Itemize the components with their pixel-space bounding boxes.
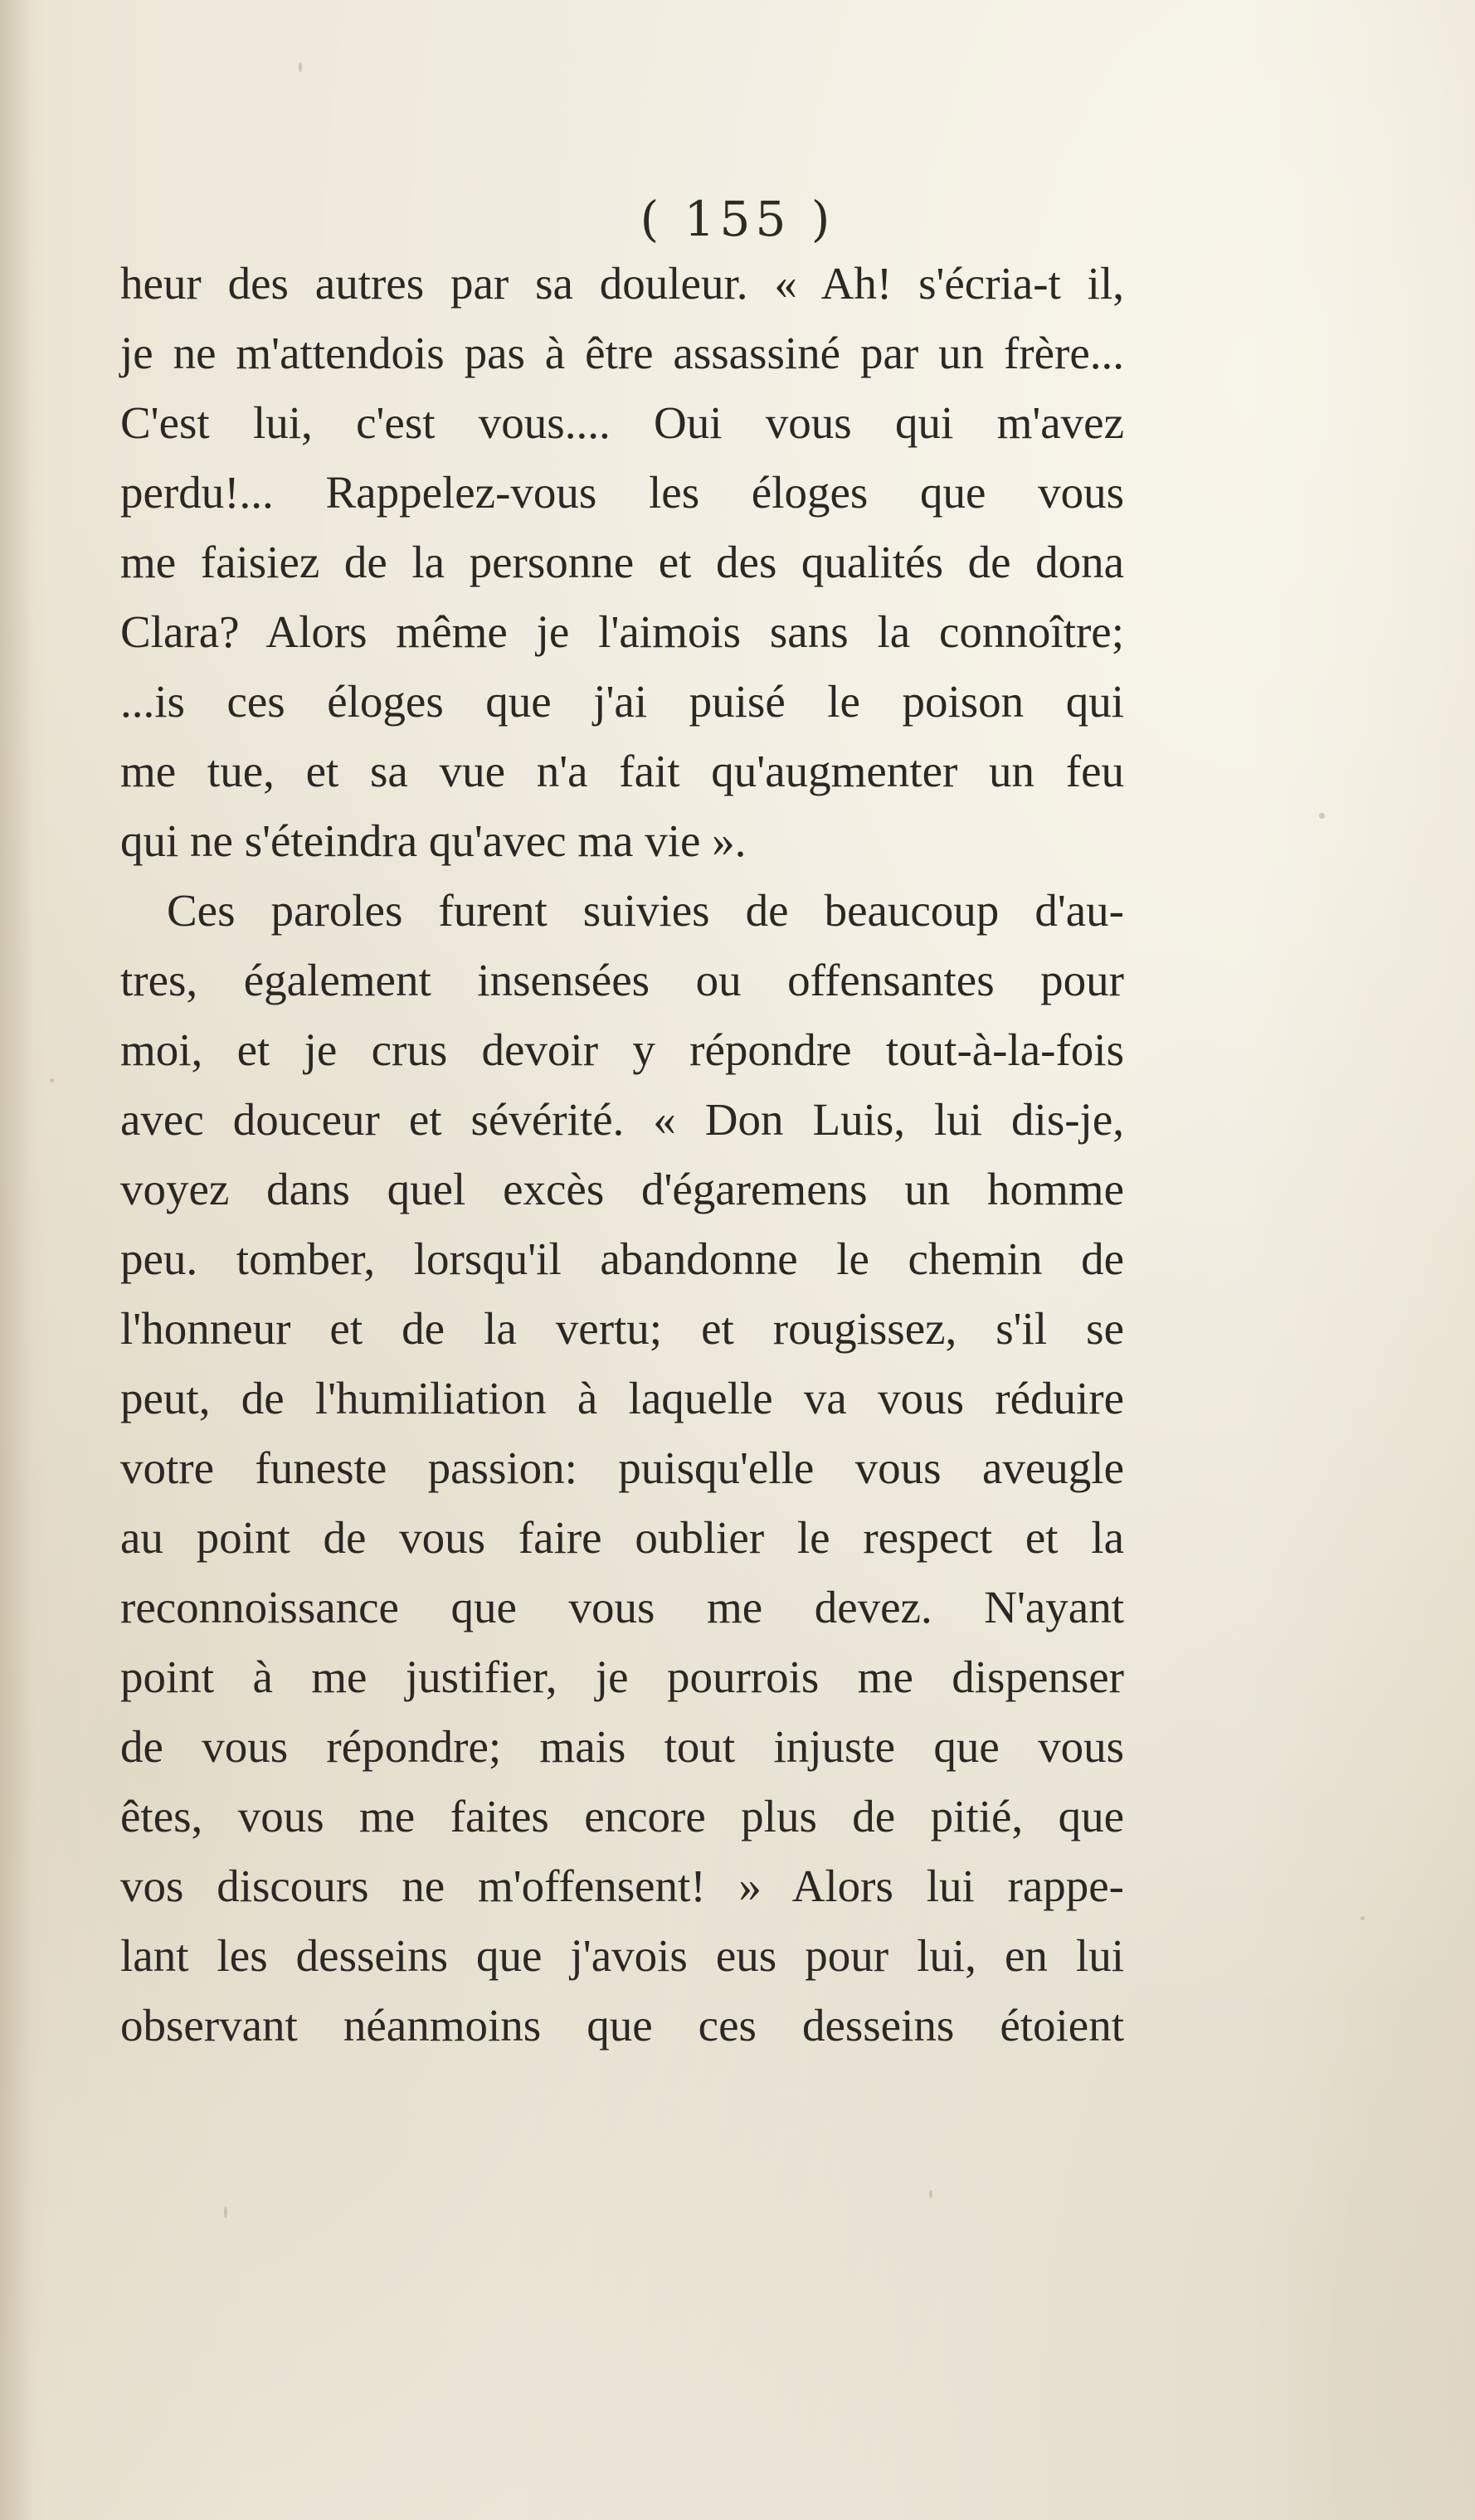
text-line: êtes, vous me faites encore plus de pitié, que [120, 1791, 1124, 1841]
paragraph-start-line: Ces paroles furent suivies de beaucoup d'au- [167, 885, 1124, 936]
text-line: l'honneur et de la vertu; et rougissez, s'il se [120, 1303, 1124, 1354]
text-line: perdu!... Rappelez-vous les éloges que vous [120, 467, 1124, 518]
text-line: voyez dans quel excès d'égaremens un homme [120, 1164, 1124, 1214]
text-line: moi, et je crus devoir y répondre tout-à-la-fois [120, 1024, 1124, 1075]
text-line: me tue, et sa vue n'a fait qu'augmenter un feu [120, 746, 1124, 796]
paper-speck [929, 2190, 932, 2198]
text-line: C'est lui, c'est vous.... Oui vous qui m'avez [120, 397, 1124, 448]
text-line: reconnoissance que vous me devez. N'ayant [120, 1582, 1124, 1632]
text-line: au point de vous faire oublier le respect et la [120, 1512, 1124, 1563]
paper-speck [50, 1078, 54, 1082]
text-line: me faisiez de la personne et des qualités de dona [120, 537, 1124, 587]
text-line: ...is ces éloges que j'ai puisé le poison qui [120, 676, 1124, 727]
paragraph-end-line: qui ne s'éteindra qu'avec ma vie ». [120, 815, 747, 866]
text-line: de vous répondre; mais tout injuste que vous [120, 1721, 1124, 1772]
paper-speck [299, 62, 302, 72]
text-line: vos discours ne m'offensent! » Alors lui rappe- [120, 1861, 1124, 1911]
text-line: tres, également insensées ou offensantes pour [120, 955, 1124, 1005]
text-block [120, 249, 1124, 2060]
text-line: je ne m'attendois pas à être assassiné par un frère... [120, 328, 1124, 378]
text-line: votre funeste passion: puisqu'elle vous aveugle [120, 1442, 1124, 1493]
text-line: Clara? Alors même je l'aimois sans la connoître; [120, 606, 1124, 657]
text-line: avec douceur et sévérité. « Don Luis, lui dis-je, [120, 1094, 1124, 1145]
page-number: ( 155 ) [640, 191, 835, 247]
text-line: peut, de l'humiliation à laquelle va vous réduire [120, 1373, 1124, 1423]
paper-speck [1361, 1916, 1365, 1920]
text-line: peu. tomber, lorsqu'il abandonne le chemin de [120, 1233, 1124, 1284]
text-line: lant les desseins que j'avois eus pour lui, en lui [120, 1930, 1124, 1981]
paper-speck [1319, 813, 1325, 819]
spine-shadow [0, 0, 33, 2520]
text-line: heur des autres par sa douleur. « Ah! s'écria-t il, [120, 258, 1124, 309]
text-line: observant néanmoins que ces desseins étoient [120, 2000, 1124, 2051]
text-line: point à me justifier, je pourrois me dispenser [120, 1652, 1124, 1702]
paper-speck [224, 2206, 227, 2218]
